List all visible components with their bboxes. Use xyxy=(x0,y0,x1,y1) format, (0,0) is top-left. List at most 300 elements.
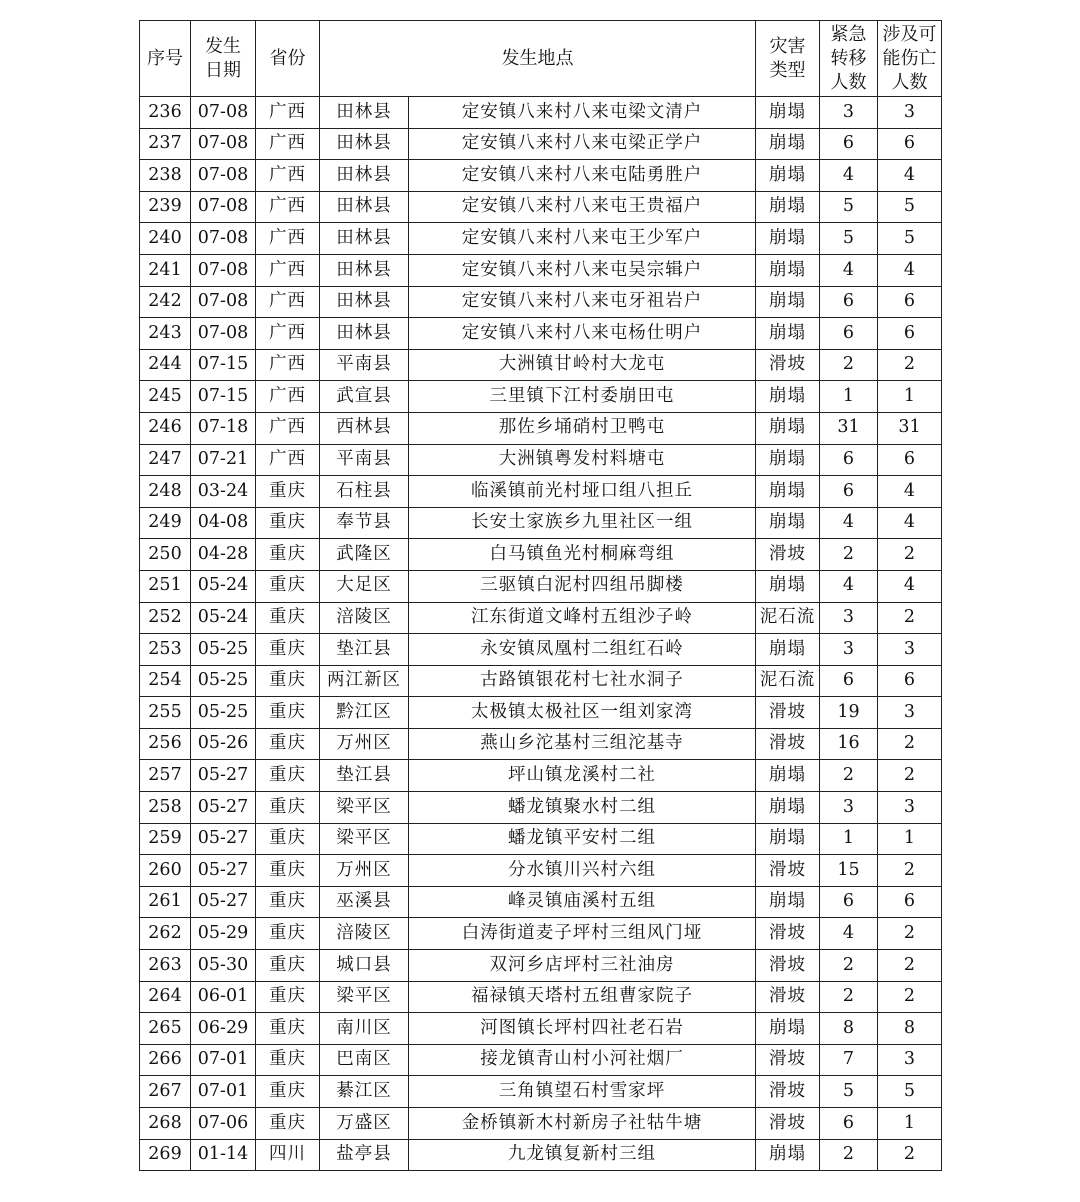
cell-county: 万州区 xyxy=(320,855,409,887)
cell-potential-casualties: 5 xyxy=(878,223,942,255)
table-row xyxy=(140,160,942,192)
cell-province: 重庆 xyxy=(256,792,320,824)
cell-location: 定安镇八来村八来屯吴宗辑户 xyxy=(409,254,756,286)
cell-county: 黔江区 xyxy=(320,697,409,729)
cell-county: 垫江县 xyxy=(320,634,409,666)
cell-disaster-type: 滑坡 xyxy=(756,981,820,1013)
cell-evacuated: 3 xyxy=(820,602,878,634)
cell-seq: 254 xyxy=(140,665,191,697)
table-row xyxy=(140,318,942,350)
cell-location: 燕山乡沱基村三组沱基寺 xyxy=(409,728,756,760)
table-row xyxy=(140,128,942,160)
table-row xyxy=(140,823,942,855)
cell-province: 重庆 xyxy=(256,950,320,982)
header-location xyxy=(320,21,756,97)
cell-disaster-type: 崩塌 xyxy=(756,1139,820,1171)
table-row xyxy=(140,412,942,444)
cell-seq: 256 xyxy=(140,728,191,760)
cell-county: 涪陵区 xyxy=(320,602,409,634)
header-line: 序号 xyxy=(147,47,183,69)
cell-potential-casualties: 6 xyxy=(878,665,942,697)
cell-disaster-type: 崩塌 xyxy=(756,223,820,255)
cell-location: 三驱镇白泥村四组吊脚楼 xyxy=(409,570,756,602)
cell-location: 长安土家族乡九里社区一组 xyxy=(409,507,756,539)
cell-evacuated: 2 xyxy=(820,950,878,982)
cell-seq: 243 xyxy=(140,318,191,350)
cell-evacuated: 4 xyxy=(820,507,878,539)
cell-location: 临溪镇前光村垭口组八担丘 xyxy=(409,476,756,508)
cell-county: 大足区 xyxy=(320,570,409,602)
table-row xyxy=(140,728,942,760)
cell-seq: 242 xyxy=(140,286,191,318)
cell-seq: 237 xyxy=(140,128,191,160)
cell-province: 广西 xyxy=(256,444,320,476)
table-row xyxy=(140,570,942,602)
cell-location: 三里镇下江村委崩田屯 xyxy=(409,381,756,413)
cell-potential-casualties: 4 xyxy=(878,254,942,286)
cell-disaster-type: 崩塌 xyxy=(756,254,820,286)
cell-province: 重庆 xyxy=(256,1108,320,1140)
cell-province: 广西 xyxy=(256,349,320,381)
cell-province: 重庆 xyxy=(256,1013,320,1045)
cell-seq: 259 xyxy=(140,823,191,855)
cell-potential-casualties: 2 xyxy=(878,981,942,1013)
header-line: 发生 xyxy=(205,35,241,57)
cell-date: 05-27 xyxy=(191,886,256,918)
cell-date: 07-08 xyxy=(191,223,256,255)
cell-seq: 265 xyxy=(140,1013,191,1045)
cell-evacuated: 6 xyxy=(820,128,878,160)
cell-date: 04-28 xyxy=(191,539,256,571)
cell-date: 06-01 xyxy=(191,981,256,1013)
cell-disaster-type: 崩塌 xyxy=(756,286,820,318)
table-row xyxy=(140,476,942,508)
header-potential-casualties xyxy=(878,21,942,97)
cell-county: 田林县 xyxy=(320,223,409,255)
cell-potential-casualties: 5 xyxy=(878,1076,942,1108)
cell-seq: 266 xyxy=(140,1044,191,1076)
cell-county: 两江新区 xyxy=(320,665,409,697)
cell-potential-casualties: 2 xyxy=(878,760,942,792)
cell-evacuated: 2 xyxy=(820,760,878,792)
cell-location: 大洲镇甘岭村大龙屯 xyxy=(409,349,756,381)
cell-location: 白涛街道麦子坪村三组风门垭 xyxy=(409,918,756,950)
table-row xyxy=(140,381,942,413)
cell-province: 重庆 xyxy=(256,981,320,1013)
cell-province: 广西 xyxy=(256,191,320,223)
cell-evacuated: 15 xyxy=(820,855,878,887)
cell-county: 万州区 xyxy=(320,728,409,760)
cell-province: 重庆 xyxy=(256,539,320,571)
cell-evacuated: 31 xyxy=(820,412,878,444)
cell-location: 福禄镇天塔村五组曹家院子 xyxy=(409,981,756,1013)
cell-province: 广西 xyxy=(256,254,320,286)
cell-potential-casualties: 5 xyxy=(878,191,942,223)
cell-potential-casualties: 4 xyxy=(878,160,942,192)
cell-disaster-type: 滑坡 xyxy=(756,950,820,982)
cell-date: 07-08 xyxy=(191,128,256,160)
cell-location: 定安镇八来村八来屯杨仕明户 xyxy=(409,318,756,350)
cell-seq: 255 xyxy=(140,697,191,729)
cell-location: 太极镇太极社区一组刘家湾 xyxy=(409,697,756,729)
table-row xyxy=(140,539,942,571)
cell-disaster-type: 滑坡 xyxy=(756,539,820,571)
cell-disaster-type: 崩塌 xyxy=(756,507,820,539)
cell-disaster-type: 滑坡 xyxy=(756,855,820,887)
cell-county: 垫江县 xyxy=(320,760,409,792)
cell-province: 广西 xyxy=(256,318,320,350)
cell-date: 05-27 xyxy=(191,855,256,887)
cell-province: 广西 xyxy=(256,223,320,255)
cell-potential-casualties: 6 xyxy=(878,286,942,318)
cell-province: 广西 xyxy=(256,160,320,192)
cell-evacuated: 6 xyxy=(820,444,878,476)
cell-disaster-type: 崩塌 xyxy=(756,160,820,192)
cell-potential-casualties: 8 xyxy=(878,1013,942,1045)
cell-disaster-type: 崩塌 xyxy=(756,128,820,160)
cell-evacuated: 5 xyxy=(820,1076,878,1108)
cell-date: 06-29 xyxy=(191,1013,256,1045)
cell-province: 重庆 xyxy=(256,728,320,760)
table-row xyxy=(140,254,942,286)
cell-province: 重庆 xyxy=(256,918,320,950)
cell-potential-casualties: 3 xyxy=(878,97,942,129)
cell-county: 平南县 xyxy=(320,444,409,476)
cell-date: 05-27 xyxy=(191,760,256,792)
cell-province: 重庆 xyxy=(256,1076,320,1108)
cell-location: 蟠龙镇聚水村二组 xyxy=(409,792,756,824)
cell-potential-casualties: 1 xyxy=(878,1108,942,1140)
cell-county: 南川区 xyxy=(320,1013,409,1045)
table-row xyxy=(140,1076,942,1108)
cell-seq: 252 xyxy=(140,602,191,634)
table-row xyxy=(140,792,942,824)
cell-location: 定安镇八来村八来屯陆勇胜户 xyxy=(409,160,756,192)
table-row xyxy=(140,223,942,255)
cell-date: 05-30 xyxy=(191,950,256,982)
cell-date: 05-25 xyxy=(191,634,256,666)
header-line: 人数 xyxy=(830,71,867,93)
cell-potential-casualties: 6 xyxy=(878,444,942,476)
cell-location: 定安镇八来村八来屯牙祖岩户 xyxy=(409,286,756,318)
cell-province: 广西 xyxy=(256,381,320,413)
cell-potential-casualties: 2 xyxy=(878,602,942,634)
cell-evacuated: 3 xyxy=(820,792,878,824)
header-line: 能伤亡 xyxy=(882,47,937,69)
cell-location: 蟠龙镇平安村二组 xyxy=(409,823,756,855)
cell-date: 05-25 xyxy=(191,697,256,729)
cell-potential-casualties: 2 xyxy=(878,1139,942,1171)
cell-evacuated: 1 xyxy=(820,381,878,413)
table-row xyxy=(140,191,942,223)
cell-disaster-type: 崩塌 xyxy=(756,1013,820,1045)
cell-county: 巴南区 xyxy=(320,1044,409,1076)
cell-county: 梁平区 xyxy=(320,981,409,1013)
cell-disaster-type: 崩塌 xyxy=(756,634,820,666)
cell-disaster-type: 滑坡 xyxy=(756,1108,820,1140)
cell-province: 重庆 xyxy=(256,760,320,792)
table-row xyxy=(140,1108,942,1140)
cell-potential-casualties: 2 xyxy=(878,539,942,571)
header-line: 人数 xyxy=(891,71,928,93)
cell-evacuated: 8 xyxy=(820,1013,878,1045)
cell-province: 重庆 xyxy=(256,665,320,697)
table-row xyxy=(140,634,942,666)
cell-seq: 240 xyxy=(140,223,191,255)
cell-disaster-type: 崩塌 xyxy=(756,823,820,855)
cell-date: 07-08 xyxy=(191,191,256,223)
cell-potential-casualties: 2 xyxy=(878,918,942,950)
cell-disaster-type: 崩塌 xyxy=(756,444,820,476)
table-row xyxy=(140,286,942,318)
cell-date: 07-18 xyxy=(191,412,256,444)
table-row xyxy=(140,697,942,729)
cell-province: 重庆 xyxy=(256,476,320,508)
cell-disaster-type: 崩塌 xyxy=(756,792,820,824)
table-row xyxy=(140,760,942,792)
cell-date: 07-01 xyxy=(191,1044,256,1076)
cell-disaster-type: 崩塌 xyxy=(756,886,820,918)
cell-seq: 238 xyxy=(140,160,191,192)
cell-evacuated: 4 xyxy=(820,254,878,286)
cell-date: 07-08 xyxy=(191,97,256,129)
cell-location: 定安镇八来村八来屯王少军户 xyxy=(409,223,756,255)
cell-county: 田林县 xyxy=(320,160,409,192)
header-line: 省份 xyxy=(269,47,306,69)
cell-province: 重庆 xyxy=(256,1044,320,1076)
cell-county: 武隆区 xyxy=(320,539,409,571)
cell-potential-casualties: 31 xyxy=(878,412,942,444)
cell-evacuated: 6 xyxy=(820,886,878,918)
cell-location: 金桥镇新木村新房子社牯牛塘 xyxy=(409,1108,756,1140)
table-row xyxy=(140,349,942,381)
table-header xyxy=(140,21,942,97)
cell-potential-casualties: 3 xyxy=(878,697,942,729)
cell-county: 綦江区 xyxy=(320,1076,409,1108)
cell-seq: 239 xyxy=(140,191,191,223)
cell-county: 梁平区 xyxy=(320,792,409,824)
cell-seq: 249 xyxy=(140,507,191,539)
cell-location: 定安镇八来村八来屯梁正学户 xyxy=(409,128,756,160)
table-row xyxy=(140,665,942,697)
cell-disaster-type: 崩塌 xyxy=(756,412,820,444)
cell-evacuated: 16 xyxy=(820,728,878,760)
table-row xyxy=(140,855,942,887)
cell-disaster-type: 崩塌 xyxy=(756,570,820,602)
cell-province: 重庆 xyxy=(256,823,320,855)
cell-location: 峰灵镇庙溪村五组 xyxy=(409,886,756,918)
cell-disaster-type: 滑坡 xyxy=(756,697,820,729)
cell-location: 那佐乡埇硝村卫鸭屯 xyxy=(409,412,756,444)
cell-county: 奉节县 xyxy=(320,507,409,539)
cell-evacuated: 2 xyxy=(820,349,878,381)
cell-location: 古路镇银花村七社水洞子 xyxy=(409,665,756,697)
cell-seq: 257 xyxy=(140,760,191,792)
cell-province: 重庆 xyxy=(256,570,320,602)
cell-evacuated: 2 xyxy=(820,539,878,571)
cell-date: 04-08 xyxy=(191,507,256,539)
header-line: 类型 xyxy=(769,59,806,81)
cell-seq: 269 xyxy=(140,1139,191,1171)
cell-seq: 264 xyxy=(140,981,191,1013)
cell-location: 接龙镇青山村小河社烟厂 xyxy=(409,1044,756,1076)
cell-potential-casualties: 1 xyxy=(878,381,942,413)
table-row xyxy=(140,950,942,982)
header-line: 涉及可 xyxy=(882,23,937,45)
cell-evacuated: 4 xyxy=(820,570,878,602)
cell-date: 05-24 xyxy=(191,602,256,634)
cell-evacuated: 2 xyxy=(820,981,878,1013)
cell-location: 分水镇川兴村六组 xyxy=(409,855,756,887)
cell-county: 田林县 xyxy=(320,254,409,286)
cell-seq: 261 xyxy=(140,886,191,918)
cell-county: 田林县 xyxy=(320,318,409,350)
table-row xyxy=(140,97,942,129)
cell-seq: 236 xyxy=(140,97,191,129)
cell-province: 重庆 xyxy=(256,855,320,887)
cell-disaster-type: 滑坡 xyxy=(756,1076,820,1108)
cell-county: 梁平区 xyxy=(320,823,409,855)
cell-seq: 246 xyxy=(140,412,191,444)
cell-date: 07-08 xyxy=(191,318,256,350)
cell-province: 广西 xyxy=(256,97,320,129)
cell-province: 重庆 xyxy=(256,602,320,634)
table-body xyxy=(140,97,942,1171)
table-row xyxy=(140,444,942,476)
cell-potential-casualties: 2 xyxy=(878,728,942,760)
header-date xyxy=(191,21,256,97)
cell-disaster-type: 泥石流 xyxy=(756,602,820,634)
cell-location: 河图镇长坪村四社老石岩 xyxy=(409,1013,756,1045)
cell-evacuated: 6 xyxy=(820,476,878,508)
cell-county: 盐亭县 xyxy=(320,1139,409,1171)
cell-seq: 241 xyxy=(140,254,191,286)
cell-province: 四川 xyxy=(256,1139,320,1171)
cell-date: 05-27 xyxy=(191,792,256,824)
cell-province: 广西 xyxy=(256,286,320,318)
header-row xyxy=(140,21,942,97)
table-row xyxy=(140,602,942,634)
cell-date: 05-26 xyxy=(191,728,256,760)
cell-seq: 244 xyxy=(140,349,191,381)
cell-potential-casualties: 2 xyxy=(878,950,942,982)
cell-disaster-type: 滑坡 xyxy=(756,349,820,381)
table-row xyxy=(140,886,942,918)
cell-location: 白马镇鱼光村桐麻弯组 xyxy=(409,539,756,571)
table-row xyxy=(140,1013,942,1045)
cell-seq: 250 xyxy=(140,539,191,571)
cell-seq: 260 xyxy=(140,855,191,887)
cell-province: 重庆 xyxy=(256,634,320,666)
cell-province: 重庆 xyxy=(256,886,320,918)
cell-date: 07-08 xyxy=(191,160,256,192)
cell-disaster-type: 崩塌 xyxy=(756,191,820,223)
cell-evacuated: 4 xyxy=(820,160,878,192)
cell-county: 平南县 xyxy=(320,349,409,381)
cell-county: 田林县 xyxy=(320,128,409,160)
cell-seq: 247 xyxy=(140,444,191,476)
cell-potential-casualties: 6 xyxy=(878,886,942,918)
cell-potential-casualties: 1 xyxy=(878,823,942,855)
cell-evacuated: 6 xyxy=(820,665,878,697)
cell-potential-casualties: 4 xyxy=(878,570,942,602)
header-evacuated xyxy=(820,21,878,97)
cell-county: 田林县 xyxy=(320,191,409,223)
cell-evacuated: 5 xyxy=(820,191,878,223)
table-row xyxy=(140,981,942,1013)
cell-potential-casualties: 2 xyxy=(878,349,942,381)
cell-date: 07-06 xyxy=(191,1108,256,1140)
cell-date: 03-24 xyxy=(191,476,256,508)
cell-date: 05-27 xyxy=(191,823,256,855)
cell-date: 07-15 xyxy=(191,349,256,381)
header-line: 灾害 xyxy=(769,35,806,57)
cell-disaster-type: 泥石流 xyxy=(756,665,820,697)
cell-potential-casualties: 3 xyxy=(878,1044,942,1076)
header-province xyxy=(256,21,320,97)
cell-date: 05-29 xyxy=(191,918,256,950)
cell-disaster-type: 滑坡 xyxy=(756,918,820,950)
cell-province: 广西 xyxy=(256,128,320,160)
cell-county: 城口县 xyxy=(320,950,409,982)
cell-disaster-type: 崩塌 xyxy=(756,97,820,129)
header-seq xyxy=(140,21,191,97)
cell-county: 巫溪县 xyxy=(320,886,409,918)
cell-disaster-type: 崩塌 xyxy=(756,760,820,792)
cell-potential-casualties: 3 xyxy=(878,792,942,824)
cell-seq: 245 xyxy=(140,381,191,413)
cell-date: 07-15 xyxy=(191,381,256,413)
cell-seq: 251 xyxy=(140,570,191,602)
cell-date: 07-08 xyxy=(191,286,256,318)
cell-evacuated: 1 xyxy=(820,823,878,855)
cell-date: 07-08 xyxy=(191,254,256,286)
table-row xyxy=(140,507,942,539)
cell-evacuated: 6 xyxy=(820,286,878,318)
header-disaster-type xyxy=(756,21,820,97)
cell-potential-casualties: 4 xyxy=(878,476,942,508)
cell-potential-casualties: 3 xyxy=(878,634,942,666)
cell-location: 定安镇八来村八来屯梁文清户 xyxy=(409,97,756,129)
cell-county: 万盛区 xyxy=(320,1108,409,1140)
cell-evacuated: 3 xyxy=(820,97,878,129)
cell-seq: 248 xyxy=(140,476,191,508)
cell-evacuated: 6 xyxy=(820,318,878,350)
cell-county: 西林县 xyxy=(320,412,409,444)
cell-location: 坪山镇龙溪村二社 xyxy=(409,760,756,792)
cell-evacuated: 5 xyxy=(820,223,878,255)
cell-seq: 267 xyxy=(140,1076,191,1108)
header-line: 日期 xyxy=(205,59,241,81)
cell-county: 石柱县 xyxy=(320,476,409,508)
disaster-table-sheet xyxy=(139,20,942,1171)
cell-location: 江东街道文峰村五组沙子岭 xyxy=(409,602,756,634)
cell-location: 定安镇八来村八来屯王贵福户 xyxy=(409,191,756,223)
cell-potential-casualties: 4 xyxy=(878,507,942,539)
cell-disaster-type: 崩塌 xyxy=(756,318,820,350)
header-line: 发生地点 xyxy=(501,47,574,69)
cell-evacuated: 4 xyxy=(820,918,878,950)
cell-potential-casualties: 6 xyxy=(878,128,942,160)
cell-disaster-type: 崩塌 xyxy=(756,381,820,413)
cell-location: 大洲镇粤发村料塘屯 xyxy=(409,444,756,476)
cell-province: 重庆 xyxy=(256,697,320,729)
cell-date: 07-21 xyxy=(191,444,256,476)
header-line: 转移 xyxy=(830,47,867,69)
table-row xyxy=(140,1139,942,1171)
cell-date: 01-14 xyxy=(191,1139,256,1171)
cell-province: 广西 xyxy=(256,412,320,444)
